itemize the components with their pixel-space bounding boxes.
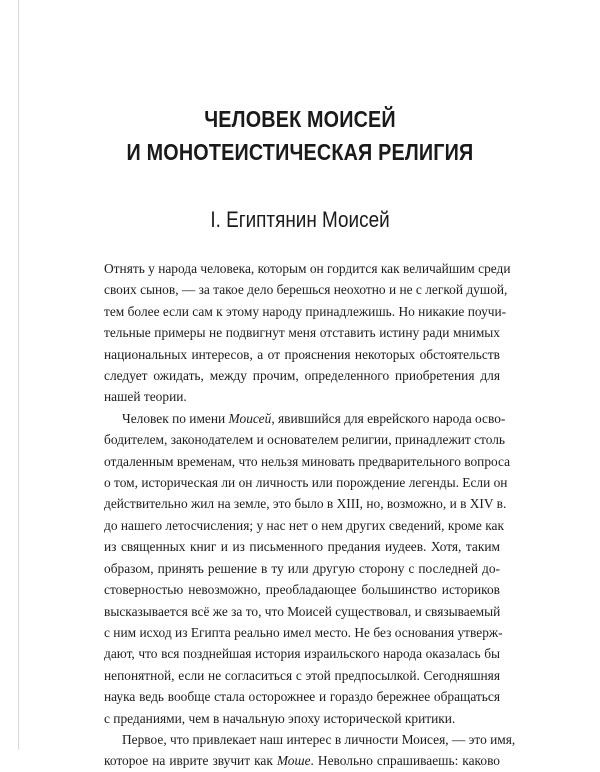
text-line: с ним исход из Египта реально имел место. Не без основания утверж- [104,624,503,640]
text-line: о том, историческая ли он личность или порождение легенды. Если он [104,475,508,491]
text-line: своих сынов, — за такое дело берешься неохотно и не с легкой душой, [104,282,508,298]
text-fragment: . Невольно спрашиваешь: каково [310,753,500,769]
chapter-title-line-1: ЧЕЛОВЕК МОИСЕЙ [204,106,396,132]
text-line: Отнять у народа человека, которым он гордится как величайшим среди [104,261,511,276]
text-line: национальных интересов, а от прояснения некоторых обстоятельств [104,346,500,362]
text-line: высказывается всё же за то, что Моисей существовал, и связываемый [104,603,501,619]
text-line: Первое, что привлекает наш интерес в личности Моисея, — это имя, [122,731,516,747]
text-line: тем более если сам к этому народу принадлежишь. Но никакие поучи- [104,303,507,319]
text-line: отдаленным временам, что нельзя миновать предварительного вопроса [104,453,511,469]
text-fragment: , явившийся для еврейского народа осво- [271,410,506,426]
text-line: следует ожидать, между прочим, определенного приобретения для [104,368,500,384]
text-fragment: которое на иврите звучит как [104,753,277,769]
text-line: непонятной, если не согласиться с этой предпосылкой. Сегодняшняя [104,667,500,683]
italic-name: Моисей [228,410,272,426]
text-line: дают, что вся позднейшая история израильского народа оказалась бы [104,646,500,662]
text-line: стоверностью невозможно, преобладающее большинство историков [104,582,500,598]
italic-name: Моше [276,753,311,769]
paragraph-3 [104,729,516,772]
page-edge-line [18,0,19,750]
text-line: до нашего летосчисления; у нас нет о нем других сведений, кроме как [104,517,504,533]
text-line [104,750,500,771]
text-line: действительно жил на земле, это было в XIII, но, возможно, и в XIV в. [104,496,507,512]
text-line: образом, принять решение в ту или другую сторону с последней до- [104,560,500,576]
paragraph-2 [104,408,511,729]
body-text [104,258,516,772]
text-line [104,408,506,429]
text-line: наука ведь вообще стала осторожнее и гораздо бережнее обращаться [104,689,500,705]
section-title: I. Египтянин Моисей [210,207,390,232]
chapter-title-line-2: И МОНОТЕИСТИЧЕСКАЯ РЕЛИГИЯ [126,139,474,165]
chapter-title [42,103,558,169]
text-line: тельные примеры не подвигнут меня отставить истину ради мнимых [104,325,500,341]
text-line: нашей теории. [104,389,187,405]
paragraph-1 [104,258,511,408]
text-fragment: Человек по имени [122,410,229,426]
text-line: бодителем, законодателем и основателем религии, принадлежит столь [104,432,506,448]
text-line: с преданиями, чем в начальную эпоху исторической критики. [104,710,456,726]
text-line: из священных книг и из письменного предания иудеев. Хотя, таким [104,539,500,555]
